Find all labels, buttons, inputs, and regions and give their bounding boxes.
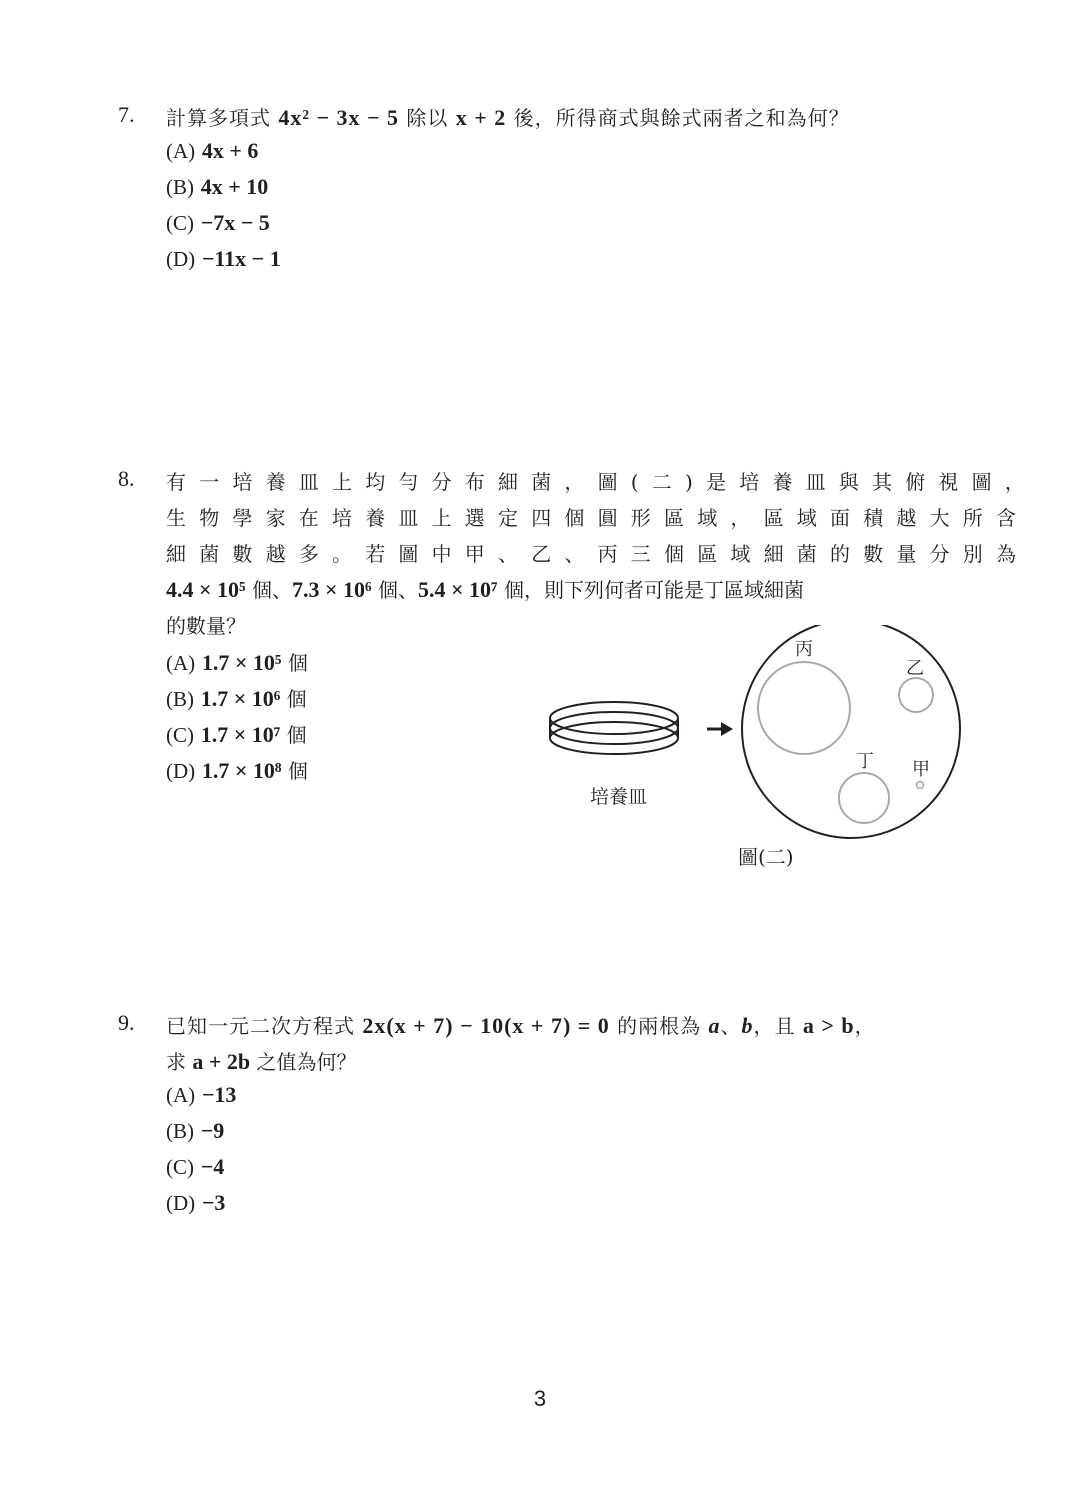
option-b[interactable]: (B) 4x + 10 (166, 174, 269, 199)
option-a[interactable]: (A) 4x + 6 (166, 138, 259, 163)
region-yi-label: 乙 (906, 658, 924, 679)
question-number: 8. (118, 466, 135, 491)
option-d[interactable]: (D) 1.7 × 10⁸ 個 (166, 758, 308, 783)
region-jia-label: 甲 (912, 759, 930, 780)
question-stem-line-3: 細菌數越多。若圖中甲、乙、丙三個區域細菌的數量分別為 (166, 542, 1030, 566)
option-c[interactable]: (C) −4 (166, 1154, 225, 1179)
region-bing-label: 丙 (795, 639, 813, 660)
root-condition: a > b (802, 1013, 855, 1038)
region-bing-circle (758, 662, 850, 754)
option-c[interactable]: (C) −7x − 5 (166, 210, 270, 235)
region-ding-circle (839, 773, 889, 823)
option-a[interactable]: (A) −13 (166, 1082, 237, 1107)
question-9 (118, 1010, 978, 1230)
region-yi-circle (899, 678, 933, 712)
region-ding-label: 丁 (856, 751, 874, 772)
question-stem-line-2: 生物學家在培養皿上選定四個圓形區域，區域面積越大所含 (166, 506, 1030, 530)
quadratic-equation: 2x(x + 7) − 10(x + 7) = 0 (362, 1013, 610, 1038)
question-7 (118, 102, 978, 282)
question-number: 9. (118, 1010, 135, 1035)
figure-petri-dish (540, 625, 980, 875)
divisor-expression: x + 2 (455, 105, 507, 130)
question-number: 7. (118, 102, 135, 127)
option-a[interactable]: (A) 1.7 × 10⁵ 個 (166, 650, 308, 675)
petri-dish-label: 培養皿 (590, 786, 648, 808)
arrow-icon (707, 722, 733, 736)
question-stem-line-2: 求 a + 2b 之值為何？ (166, 1049, 357, 1074)
petri-dish-side-view (550, 702, 678, 754)
option-d[interactable]: (D) −11x − 1 (166, 246, 281, 271)
option-b[interactable]: (B) 1.7 × 10⁶ 個 (166, 686, 307, 711)
target-expression: a + 2b (192, 1049, 251, 1074)
option-c[interactable]: (C) 1.7 × 10⁷ 個 (166, 722, 307, 747)
region-jia-circle (917, 782, 924, 789)
figure-caption: 圖(二) (738, 845, 794, 869)
question-stem-line-4: 4.4 × 10⁵ 個、7.3 × 10⁶ 個、5.4 × 10⁷ 個，則下列何者可能是丁區域細菌 (166, 577, 804, 602)
dish-top-view (742, 625, 960, 838)
page-number: 3 (533, 1386, 547, 1411)
question-stem-line-1: 有一培養皿上均勻分布細菌，圖(二)是培養皿與其俯視圖， (166, 470, 1039, 494)
option-d[interactable]: (D) −3 (166, 1190, 226, 1215)
question-stem: 已知一元二次方程式 2x(x + 7) − 10(x + 7) = 0 的兩根為 a、b，且 a > b， (166, 1013, 876, 1038)
question-stem-line-5: 的數量？ (166, 614, 246, 638)
dividend-expression: 4x² − 3x − 5 (278, 105, 400, 130)
option-b[interactable]: (B) −9 (166, 1118, 225, 1143)
question-stem: 計算多項式 4x² − 3x − 5 除以 x + 2 後，所得商式與餘式兩者之和為何？ (166, 105, 850, 130)
